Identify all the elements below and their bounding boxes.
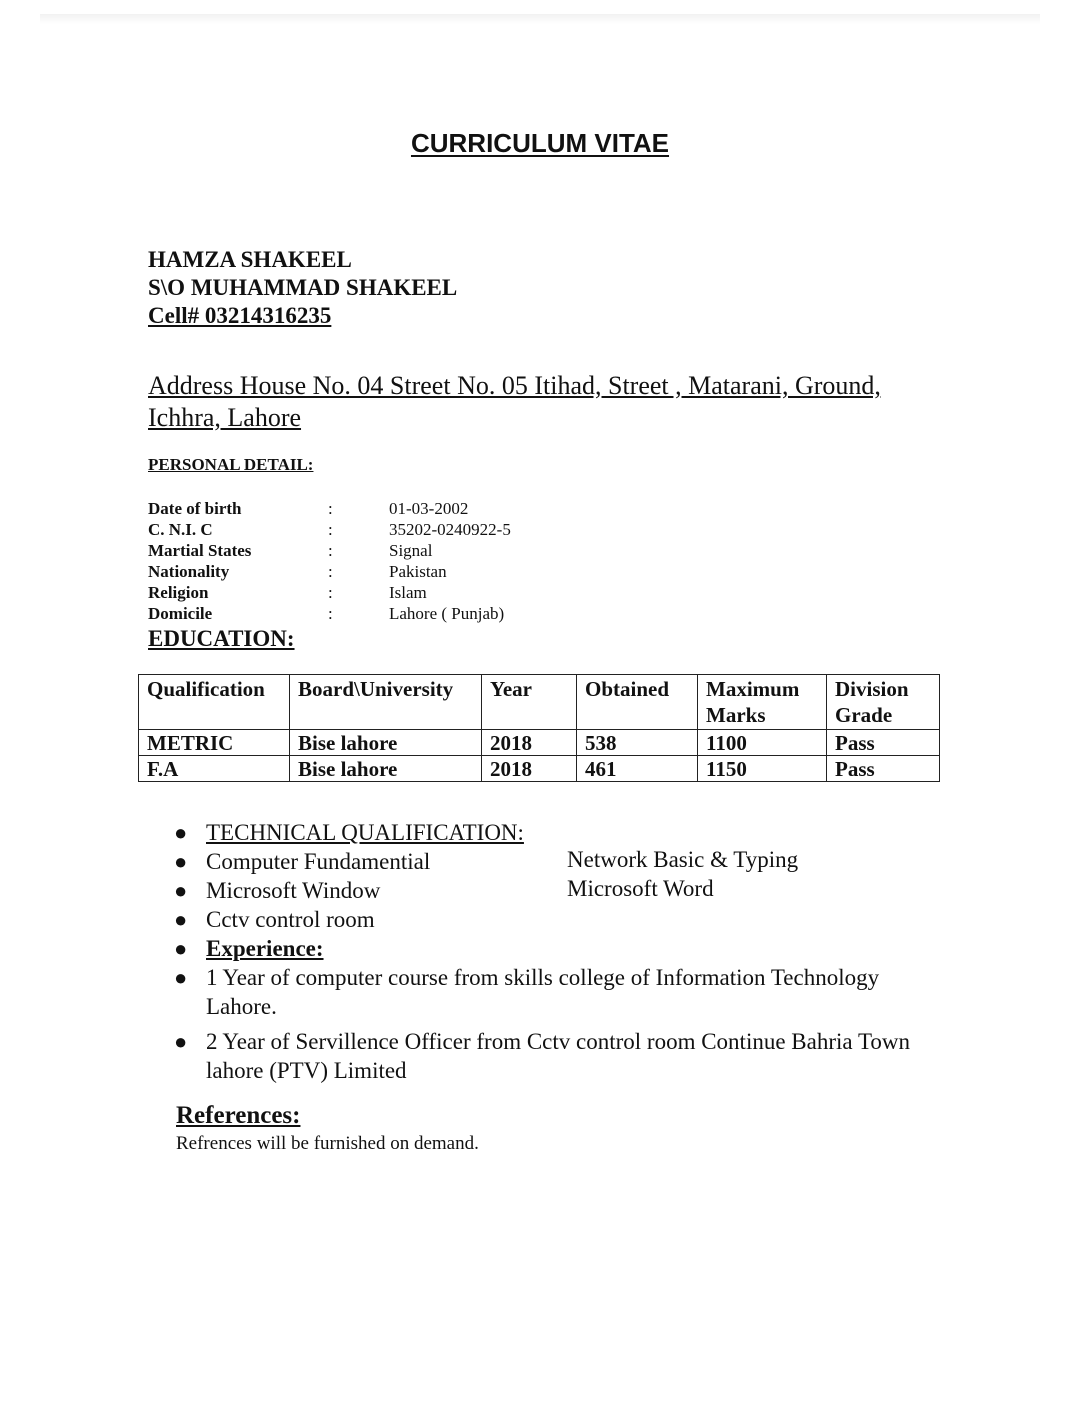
list-item <box>170 905 930 934</box>
applicant-header <box>148 246 457 330</box>
personal-value: Islam <box>389 583 427 602</box>
personal-value: Pakistan <box>389 562 447 581</box>
references-text: Refrences will be furnished on demand. <box>176 1133 479 1154</box>
experience-item: 1 Year of computer course from skills college of Information Technology Lahore. <box>206 965 880 1019</box>
personal-separator: : <box>328 520 333 539</box>
bullet-icon: ● <box>174 849 188 874</box>
personal-row <box>148 603 511 624</box>
column-header-qualification: Qualification <box>139 675 290 730</box>
table-cell: 1100 <box>698 730 827 756</box>
table-cell: METRIC <box>139 730 290 756</box>
qualifications-experience-list <box>170 818 930 1085</box>
personal-separator: : <box>328 604 333 623</box>
list-item <box>170 1027 930 1085</box>
list-item <box>170 876 930 905</box>
column-header-year: Year <box>482 675 577 730</box>
technical-item: Network Basic & Typing <box>567 847 799 872</box>
personal-row <box>148 561 511 582</box>
technical-item: Computer Fundamential <box>206 849 431 874</box>
personal-separator: : <box>328 583 333 602</box>
personal-row <box>148 540 511 561</box>
list-item <box>170 934 930 963</box>
table-cell: Pass <box>827 756 940 782</box>
table-cell: 461 <box>577 756 698 782</box>
personal-label: Nationality <box>148 562 230 581</box>
education-header-row <box>139 675 940 730</box>
personal-detail-table <box>148 498 511 624</box>
personal-row <box>148 498 511 519</box>
table-cell: 538 <box>577 730 698 756</box>
bullet-icon: ● <box>174 820 188 845</box>
bullet-icon: ● <box>174 965 188 990</box>
technical-qualification-heading: TECHNICAL QUALIFICATION: <box>206 820 524 845</box>
table-cell: 2018 <box>482 730 577 756</box>
table-cell: Pass <box>827 730 940 756</box>
technical-item: Microsoft Word <box>567 876 714 901</box>
personal-row <box>148 582 511 603</box>
table-cell: Bise lahore <box>290 730 482 756</box>
personal-value: 01-03-2002 <box>389 499 469 518</box>
personal-value: Signal <box>389 541 433 560</box>
column-header-division-grade: Division Grade <box>827 675 940 730</box>
education-table <box>138 674 940 782</box>
column-header-board: Board\University <box>290 675 482 730</box>
personal-label: Domicile <box>148 604 213 623</box>
column-header-maximum-marks: Maximum Marks <box>698 675 827 730</box>
list-item <box>170 963 930 1021</box>
applicant-cell: Cell# 03214316235 <box>148 303 332 328</box>
column-header-obtained: Obtained <box>577 675 698 730</box>
applicant-address: Address House No. 04 Street No. 05 Itihad, Street , Matarani, Ground, Ichhra, Lahore <box>148 371 881 432</box>
applicant-parent: S\O MUHAMMAD SHAKEEL <box>148 275 458 300</box>
personal-separator: : <box>328 499 333 518</box>
personal-separator: : <box>328 541 333 560</box>
scan-edge-shadow <box>40 14 1040 24</box>
personal-label: Date of birth <box>148 499 242 518</box>
page-title: CURRICULUM VITAE <box>410 128 670 158</box>
personal-label: Religion <box>148 583 209 602</box>
table-row <box>139 756 940 782</box>
personal-detail-heading: PERSONAL DETAIL: <box>148 455 314 474</box>
list-item <box>170 847 930 876</box>
personal-value: Lahore ( Punjab) <box>389 604 505 623</box>
bullet-icon: ● <box>174 936 188 961</box>
applicant-name: HAMZA SHAKEEL <box>148 247 352 272</box>
bullet-icon: ● <box>174 1029 188 1054</box>
table-cell: 2018 <box>482 756 577 782</box>
table-cell: 1150 <box>698 756 827 782</box>
bullet-icon: ● <box>174 907 188 932</box>
table-cell: F.A <box>139 756 290 782</box>
technical-item: Cctv control room <box>206 907 375 932</box>
table-row <box>139 730 940 756</box>
list-item <box>170 818 930 847</box>
technical-right-column <box>567 845 798 903</box>
bullet-icon: ● <box>174 878 188 903</box>
personal-separator: : <box>328 562 333 581</box>
technical-item: Microsoft Window <box>206 878 381 903</box>
personal-label: C. N.I. C <box>148 520 213 539</box>
personal-value: 35202-0240922-5 <box>389 520 511 539</box>
personal-row <box>148 519 511 540</box>
experience-heading: Experience: <box>206 936 324 961</box>
education-heading: EDUCATION: <box>148 626 295 651</box>
experience-item: 2 Year of Servillence Officer from Cctv control room Continue Bahria Town lahore (PTV) Limited <box>206 1029 910 1083</box>
references-heading: References: <box>176 1102 301 1129</box>
personal-label: Martial States <box>148 541 252 560</box>
table-cell: Bise lahore <box>290 756 482 782</box>
